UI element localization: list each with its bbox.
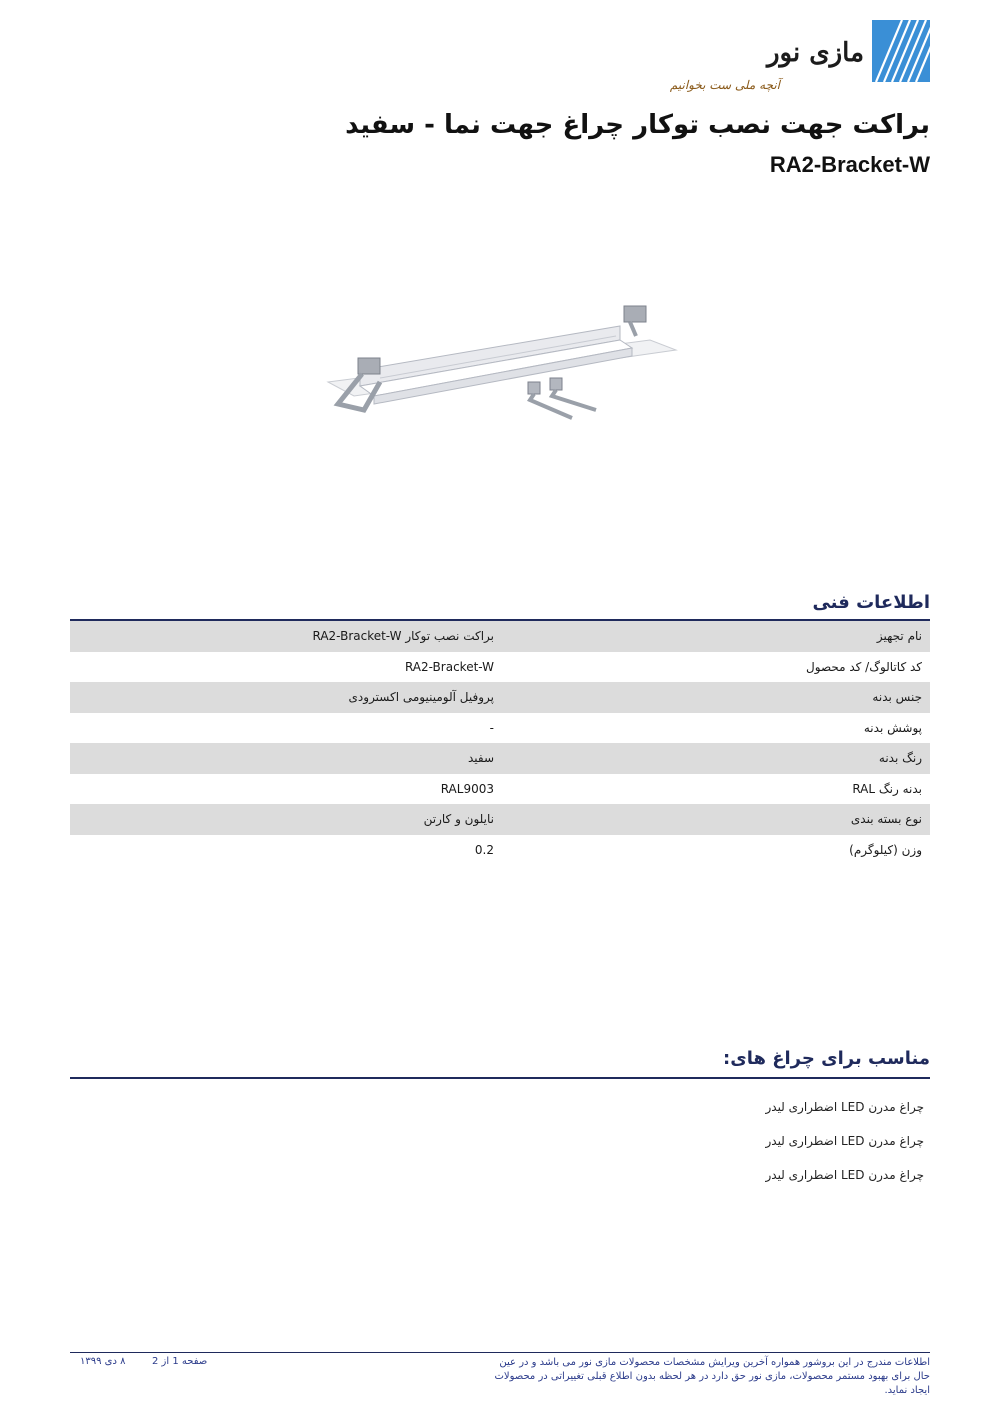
suitable-heading: مناسب برای چراغ های: [723, 1048, 930, 1069]
spec-row [70, 835, 930, 866]
product-code: RA2-Bracket-W [769, 152, 930, 177]
suitable-item: چراغ مدرن LED اضطراری لیدر [765, 1134, 924, 1148]
spec-label: نوع بسته بندی [850, 812, 922, 826]
product-title: براکت جهت نصب توکار چراغ جهت نما - سفید [345, 110, 930, 140]
spec-row [70, 621, 930, 652]
spec-value: پروفیل آلومینیومی اکسترودی [348, 690, 494, 704]
document-date: ۸ دی ۱۳۹۹ [80, 1356, 126, 1367]
spec-label: کد کاتالوگ/ کد محصول [806, 659, 922, 674]
spec-label: پوشش بدنه [863, 720, 922, 735]
spec-value: RA2-Bracket-W [404, 659, 494, 674]
spec-value: سفید [467, 751, 494, 765]
spec-value: نایلون و کارتن [423, 812, 494, 826]
brand-logo [670, 20, 930, 90]
suitable-divider [70, 1077, 930, 1079]
spec-row [70, 682, 930, 713]
spec-label: بدنه رنگ RAL [852, 781, 922, 796]
suitable-list [765, 1100, 924, 1202]
brand-name: مازی نور [766, 38, 864, 68]
spec-value: براکت نصب توکار RA2-Bracket-W [312, 629, 494, 643]
footer-disclaimer: اطلاعات مندرج در این بروشور همواره آخرین ویرایش مشخصات محصولات مازی نور می باشد و در عین حال برای بهبود مستمر محصولات، مازی نور حق دارد در هر لحظه بدون اطلاع قبلی تغییراتی در محصولات ایجاد نماید. [494, 1357, 930, 1396]
specs-table [70, 621, 930, 865]
suitable-item: چراغ مدرن LED اضطراری لیدر [765, 1168, 924, 1182]
suitable-item: چراغ مدرن LED اضطراری لیدر [765, 1100, 924, 1114]
spec-row [70, 652, 930, 683]
spec-label: وزن (کیلوگرم) [849, 842, 922, 857]
product-image [320, 300, 680, 430]
specs-heading: اطلاعات فنی [812, 592, 930, 613]
spec-label: رنگ بدنه [878, 751, 922, 765]
spec-value: RAL9003 [440, 781, 494, 796]
spec-value: 0.2 [474, 842, 494, 857]
brand-logo-icon [872, 20, 930, 82]
footer-divider [70, 1352, 930, 1353]
brand-tagline: آنچه ملی ست بخوانیم [669, 78, 780, 92]
spec-label: جنس بدنه [872, 690, 922, 704]
spec-row [70, 743, 930, 774]
page-number: صفحه 1 از 2 [152, 1356, 208, 1367]
spec-row [70, 713, 930, 744]
spec-row [70, 774, 930, 805]
spec-label: نام تجهیز [876, 629, 922, 643]
spec-value: - [489, 720, 494, 735]
spec-row [70, 804, 930, 835]
